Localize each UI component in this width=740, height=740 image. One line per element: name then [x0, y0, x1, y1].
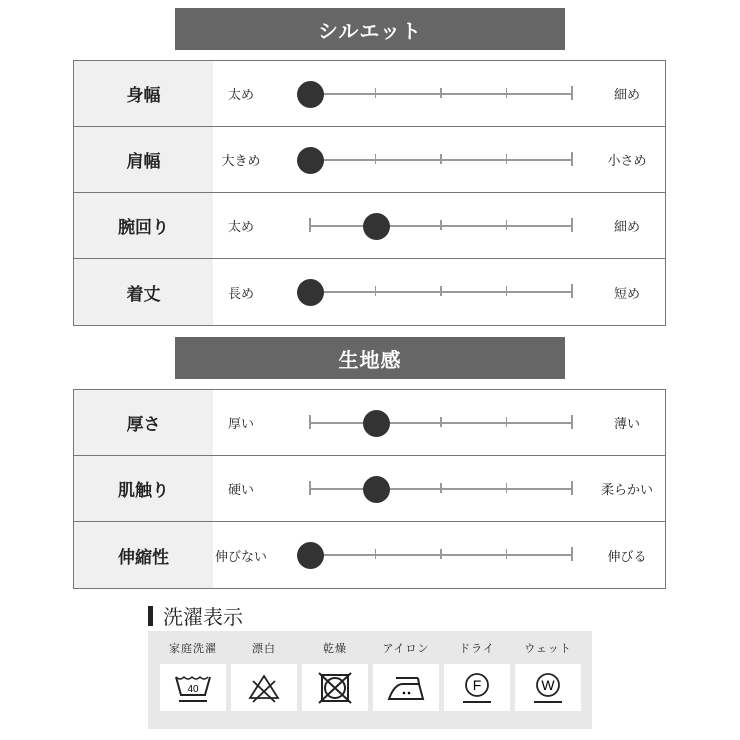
wash-tub-40-icon	[160, 664, 226, 711]
row-label: 身幅	[74, 61, 213, 126]
row-label: 肌触り	[74, 456, 213, 521]
texture-table	[73, 389, 666, 589]
care-item	[444, 631, 510, 711]
right-label: 柔らかい	[600, 483, 653, 498]
scale-tick	[375, 154, 377, 164]
scale-tick	[375, 549, 377, 559]
scale-tick	[375, 88, 377, 98]
washing-panel	[148, 631, 592, 729]
care-letter: F	[472, 676, 482, 693]
scale-marker	[363, 476, 390, 503]
scale-tick	[571, 218, 573, 232]
no-bleach-icon	[231, 664, 297, 711]
iron-medium-icon	[373, 664, 439, 711]
left-label: 伸びない	[214, 549, 267, 565]
rating-row	[74, 522, 665, 588]
scale-tick	[571, 547, 573, 561]
title-bar-icon	[148, 606, 153, 626]
rating-row	[74, 193, 665, 259]
rating-row	[74, 127, 665, 193]
rating-row	[74, 456, 665, 522]
scale-tick	[440, 417, 442, 427]
rating-row	[74, 390, 665, 456]
scale-marker	[297, 279, 324, 306]
care-label: 漂白	[252, 641, 276, 655]
scale-tick	[440, 220, 442, 230]
no-tumble-dry-icon	[302, 664, 368, 711]
scale-tick	[440, 549, 442, 559]
svg-text:40: 40	[187, 683, 199, 695]
scale-tick	[506, 154, 508, 164]
scale-marker	[297, 81, 324, 108]
scale-marker	[297, 542, 324, 569]
scale-tick	[309, 218, 311, 232]
care-letter: W	[541, 676, 555, 693]
right-label: 小さめ	[607, 154, 647, 169]
right-label: 短め	[613, 286, 640, 302]
scale-tick	[506, 549, 508, 559]
scale-tick	[440, 286, 442, 296]
rating-row	[74, 259, 665, 325]
care-label: ドライ	[459, 641, 495, 655]
care-label: 乾燥	[323, 641, 347, 655]
care-label: アイロン	[382, 641, 430, 655]
row-label: 厚さ	[74, 390, 213, 455]
left-label: 硬い	[227, 483, 254, 498]
left-label: 太め	[227, 88, 254, 103]
care-item	[160, 631, 226, 711]
scale-tick	[506, 483, 508, 493]
left-label: 厚い	[227, 417, 254, 432]
scale-tick	[506, 220, 508, 230]
scale-tick	[571, 86, 573, 100]
care-item	[231, 631, 297, 711]
right-label: 細め	[613, 88, 640, 103]
care-item	[515, 631, 581, 711]
scale-marker	[297, 147, 324, 174]
left-label: 太め	[227, 220, 254, 235]
scale-tick	[309, 415, 311, 429]
scale-tick	[440, 154, 442, 164]
scale-tick	[571, 152, 573, 166]
right-label: 薄い	[613, 417, 640, 432]
row-label: 伸縮性	[74, 522, 213, 588]
wet-clean-w-icon	[515, 664, 581, 711]
rating-row	[74, 61, 665, 127]
washing-title	[148, 601, 243, 630]
scale-tick	[571, 481, 573, 495]
texture-header: 生地感	[175, 337, 565, 379]
left-label: 大きめ	[221, 154, 261, 169]
scale-tick	[571, 284, 573, 298]
row-label: 腕回り	[74, 193, 213, 258]
silhouette-table	[73, 60, 666, 326]
right-label: 細め	[613, 220, 640, 235]
scale-tick	[375, 286, 377, 296]
row-label: 着丈	[74, 259, 213, 325]
left-label: 長め	[227, 286, 254, 302]
care-label: ウェット	[524, 641, 572, 655]
scale-tick	[440, 483, 442, 493]
care-label: 家庭洗濯	[169, 641, 217, 655]
care-item	[373, 631, 439, 711]
washing-title-text: 洗濯表示	[163, 605, 243, 629]
row-label: 肩幅	[74, 127, 213, 192]
scale-tick	[506, 88, 508, 98]
scale-marker	[363, 410, 390, 437]
right-label: 伸びる	[607, 549, 647, 565]
care-item	[302, 631, 368, 711]
scale-tick	[506, 286, 508, 296]
scale-marker	[363, 213, 390, 240]
scale-tick	[571, 415, 573, 429]
dry-clean-f-icon	[444, 664, 510, 711]
scale-tick	[506, 417, 508, 427]
silhouette-header: シルエット	[175, 8, 565, 50]
scale-tick	[440, 88, 442, 98]
scale-tick	[309, 481, 311, 495]
